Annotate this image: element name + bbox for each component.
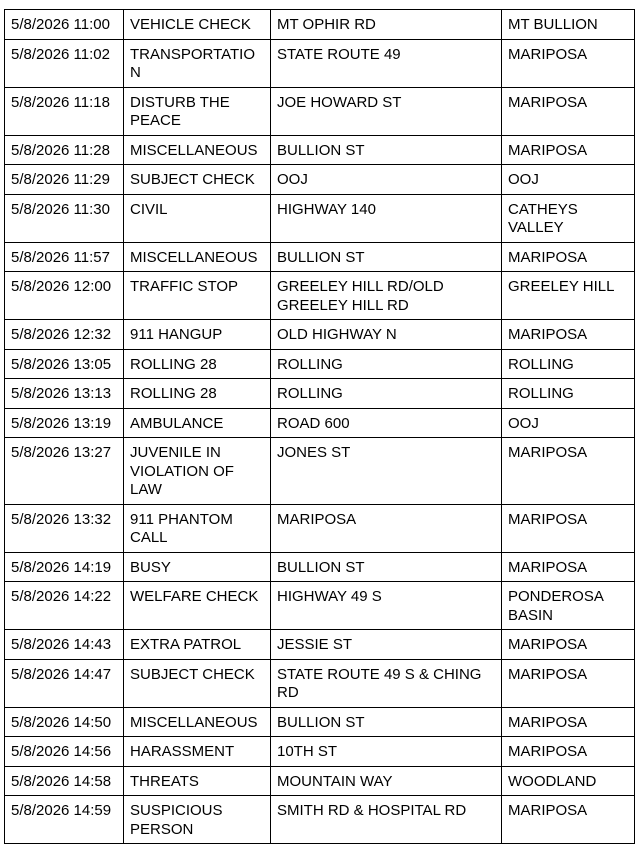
- call-type-cell: MISCELLANEOUS: [124, 135, 271, 165]
- location-cell: STATE ROUTE 49 S & CHING RD: [271, 659, 502, 707]
- table-row: [5, 87, 635, 135]
- call-type-cell: VEHICLE CHECK: [124, 10, 271, 40]
- area-cell: ROLLING: [502, 349, 635, 379]
- datetime-cell: 5/8/2026 14:58: [5, 766, 124, 796]
- area-cell: MARIPOSA: [502, 737, 635, 767]
- datetime-cell: 5/8/2026 11:57: [5, 242, 124, 272]
- area-cell: MARIPOSA: [502, 242, 635, 272]
- call-type-cell: THREATS: [124, 766, 271, 796]
- datetime-cell: 5/8/2026 13:05: [5, 349, 124, 379]
- call-type-cell: CIVIL: [124, 194, 271, 242]
- area-cell: MARIPOSA: [502, 630, 635, 660]
- datetime-cell: 5/8/2026 14:47: [5, 659, 124, 707]
- area-cell: MARIPOSA: [502, 39, 635, 87]
- location-cell: ROAD 600: [271, 408, 502, 438]
- datetime-cell: 5/8/2026 14:50: [5, 707, 124, 737]
- call-type-cell: SUSPICIOUS PERSON: [124, 796, 271, 844]
- datetime-cell: 5/8/2026 11:30: [5, 194, 124, 242]
- area-cell: MARIPOSA: [502, 659, 635, 707]
- call-log-body: [5, 10, 635, 844]
- table-row: [5, 707, 635, 737]
- table-row: [5, 737, 635, 767]
- call-type-cell: JUVENILE IN VIOLATION OF LAW: [124, 438, 271, 505]
- call-type-cell: EXTRA PATROL: [124, 630, 271, 660]
- call-type-cell: SUBJECT CHECK: [124, 165, 271, 195]
- table-row: [5, 320, 635, 350]
- datetime-cell: 5/8/2026 13:27: [5, 438, 124, 505]
- location-cell: OLD HIGHWAY N: [271, 320, 502, 350]
- location-cell: BULLION ST: [271, 552, 502, 582]
- table-row: [5, 10, 635, 40]
- location-cell: JESSIE ST: [271, 630, 502, 660]
- call-type-cell: SUBJECT CHECK: [124, 659, 271, 707]
- datetime-cell: 5/8/2026 14:19: [5, 552, 124, 582]
- datetime-cell: 5/8/2026 13:32: [5, 504, 124, 552]
- area-cell: PONDEROSA BASIN: [502, 582, 635, 630]
- area-cell: GREELEY HILL: [502, 272, 635, 320]
- location-cell: MT OPHIR RD: [271, 10, 502, 40]
- table-row: [5, 766, 635, 796]
- table-row: [5, 135, 635, 165]
- table-row: [5, 379, 635, 409]
- location-cell: ROLLING: [271, 349, 502, 379]
- area-cell: ROLLING: [502, 379, 635, 409]
- table-row: [5, 582, 635, 630]
- datetime-cell: 5/8/2026 11:02: [5, 39, 124, 87]
- location-cell: GREELEY HILL RD/OLD GREELEY HILL RD: [271, 272, 502, 320]
- area-cell: MARIPOSA: [502, 87, 635, 135]
- location-cell: HIGHWAY 49 S: [271, 582, 502, 630]
- area-cell: OOJ: [502, 408, 635, 438]
- call-type-cell: AMBULANCE: [124, 408, 271, 438]
- area-cell: MARIPOSA: [502, 504, 635, 552]
- datetime-cell: 5/8/2026 13:19: [5, 408, 124, 438]
- location-cell: BULLION ST: [271, 242, 502, 272]
- call-type-cell: ROLLING 28: [124, 379, 271, 409]
- call-type-cell: WELFARE CHECK: [124, 582, 271, 630]
- area-cell: MARIPOSA: [502, 707, 635, 737]
- location-cell: BULLION ST: [271, 707, 502, 737]
- datetime-cell: 5/8/2026 11:28: [5, 135, 124, 165]
- area-cell: OOJ: [502, 165, 635, 195]
- area-cell: MARIPOSA: [502, 552, 635, 582]
- area-cell: WOODLAND: [502, 766, 635, 796]
- area-cell: MT BULLION: [502, 10, 635, 40]
- location-cell: ROLLING: [271, 379, 502, 409]
- call-type-cell: ROLLING 28: [124, 349, 271, 379]
- call-type-cell: TRAFFIC STOP: [124, 272, 271, 320]
- location-cell: MOUNTAIN WAY: [271, 766, 502, 796]
- datetime-cell: 5/8/2026 13:13: [5, 379, 124, 409]
- table-row: [5, 349, 635, 379]
- table-row: [5, 630, 635, 660]
- call-type-cell: DISTURB THE PEACE: [124, 87, 271, 135]
- location-cell: OOJ: [271, 165, 502, 195]
- datetime-cell: 5/8/2026 12:32: [5, 320, 124, 350]
- area-cell: CATHEYS VALLEY: [502, 194, 635, 242]
- table-row: [5, 242, 635, 272]
- location-cell: STATE ROUTE 49: [271, 39, 502, 87]
- area-cell: MARIPOSA: [502, 320, 635, 350]
- datetime-cell: 5/8/2026 14:59: [5, 796, 124, 844]
- call-log-table: [4, 9, 635, 844]
- table-row: [5, 272, 635, 320]
- datetime-cell: 5/8/2026 11:18: [5, 87, 124, 135]
- table-row: [5, 165, 635, 195]
- location-cell: BULLION ST: [271, 135, 502, 165]
- table-row: [5, 39, 635, 87]
- datetime-cell: 5/8/2026 14:43: [5, 630, 124, 660]
- table-row: [5, 504, 635, 552]
- location-cell: SMITH RD & HOSPITAL RD: [271, 796, 502, 844]
- call-type-cell: MISCELLANEOUS: [124, 242, 271, 272]
- call-type-cell: MISCELLANEOUS: [124, 707, 271, 737]
- location-cell: HIGHWAY 140: [271, 194, 502, 242]
- datetime-cell: 5/8/2026 11:29: [5, 165, 124, 195]
- table-row: [5, 194, 635, 242]
- area-cell: MARIPOSA: [502, 135, 635, 165]
- call-type-cell: 911 HANGUP: [124, 320, 271, 350]
- location-cell: 10TH ST: [271, 737, 502, 767]
- table-row: [5, 552, 635, 582]
- area-cell: MARIPOSA: [502, 438, 635, 505]
- datetime-cell: 5/8/2026 11:00: [5, 10, 124, 40]
- datetime-cell: 5/8/2026 12:00: [5, 272, 124, 320]
- call-type-cell: BUSY: [124, 552, 271, 582]
- location-cell: MARIPOSA: [271, 504, 502, 552]
- location-cell: JONES ST: [271, 438, 502, 505]
- datetime-cell: 5/8/2026 14:22: [5, 582, 124, 630]
- call-type-cell: TRANSPORTATION: [124, 39, 271, 87]
- area-cell: MARIPOSA: [502, 796, 635, 844]
- datetime-cell: 5/8/2026 14:56: [5, 737, 124, 767]
- call-type-cell: 911 PHANTOM CALL: [124, 504, 271, 552]
- location-cell: JOE HOWARD ST: [271, 87, 502, 135]
- table-row: [5, 438, 635, 505]
- call-type-cell: HARASSMENT: [124, 737, 271, 767]
- table-row: [5, 408, 635, 438]
- table-row: [5, 796, 635, 844]
- table-row: [5, 659, 635, 707]
